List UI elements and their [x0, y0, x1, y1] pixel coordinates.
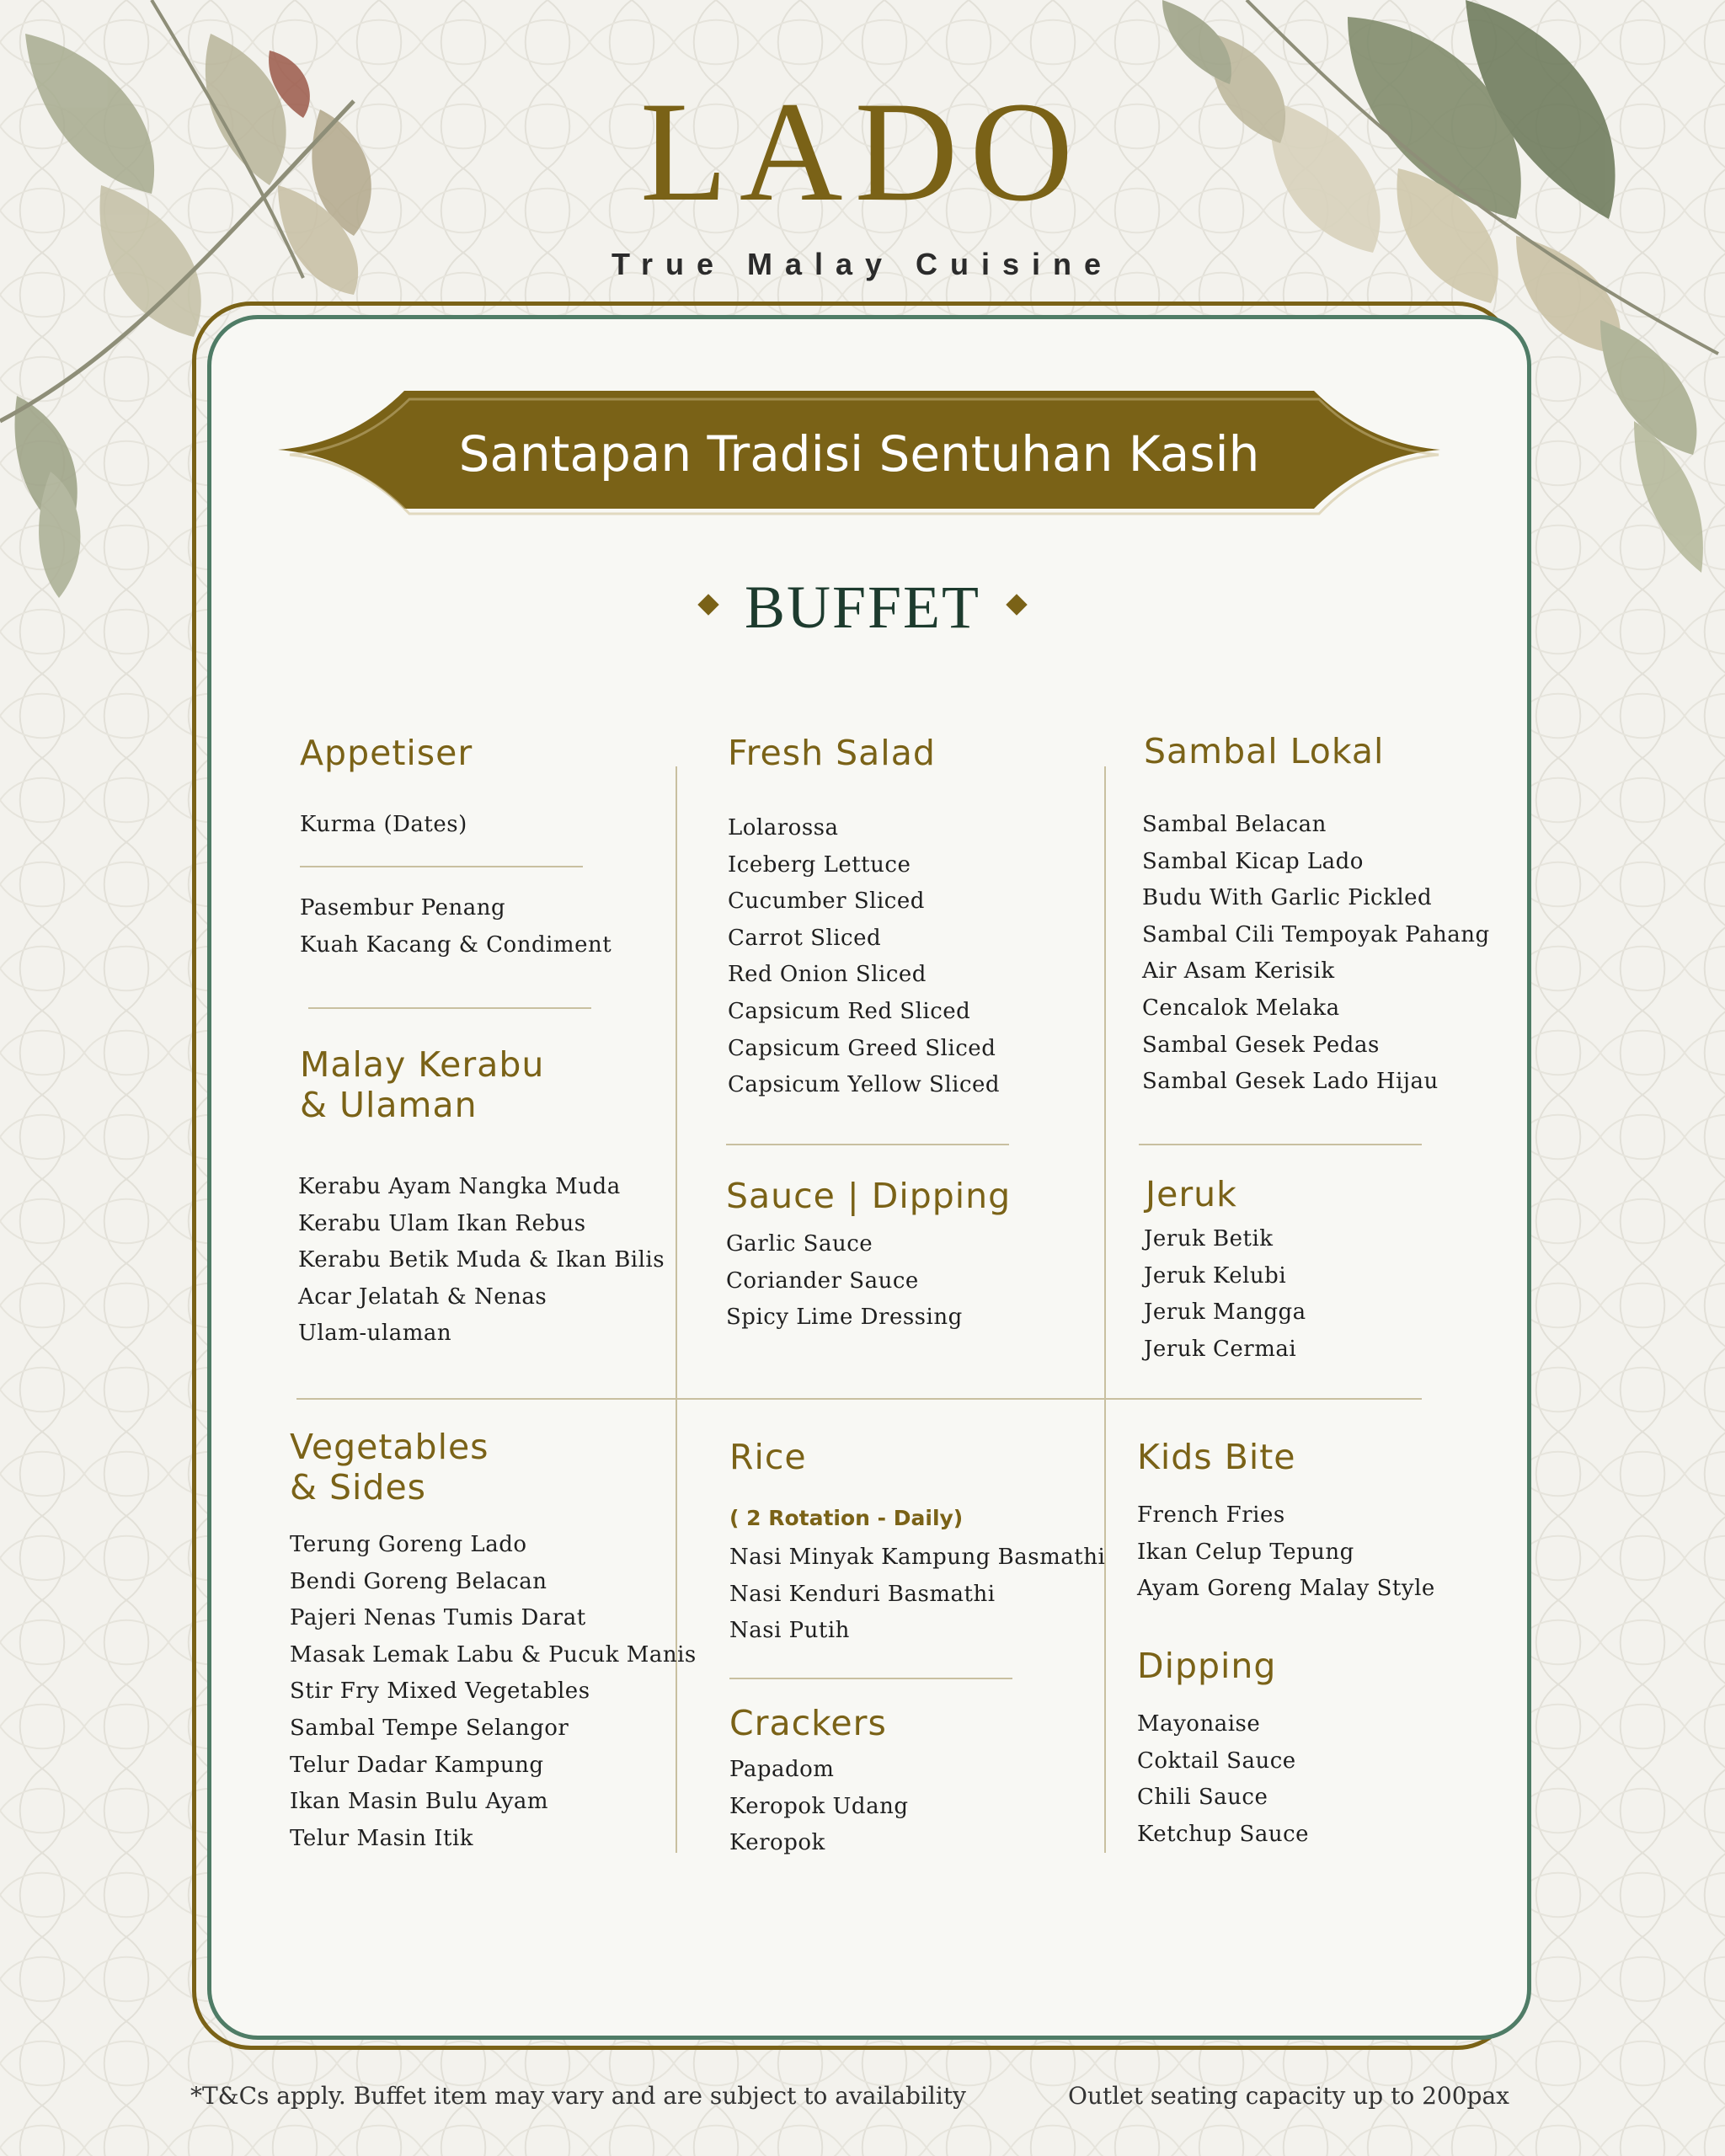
menu-item: Pajeri Nenas Tumis Darat — [290, 1605, 586, 1631]
menu-item: Kuah Kacang & Condiment — [300, 931, 612, 958]
dipping-list — [1137, 1706, 1309, 1853]
vegetables-list — [290, 1527, 697, 1857]
appetiser-list-2 — [300, 890, 611, 963]
menu-item: Capsicum Red Sliced — [728, 998, 971, 1024]
section-title-crackers: Crackers — [729, 1703, 887, 1743]
menu-item: Ulam-ulaman — [298, 1321, 452, 1347]
menu-item: Kerabu Ayam Nangka Muda — [298, 1174, 621, 1199]
column-divider — [1104, 766, 1106, 1853]
menu-item: Ayam Goreng Malay Style — [1137, 1576, 1435, 1602]
footer-capacity: Outlet seating capacity up to 200pax — [1068, 2082, 1509, 2110]
jeruk-list — [1144, 1221, 1306, 1368]
menu-item: Lolarossa — [728, 815, 839, 841]
menu-item: Sambal Gesek Lado Hijau — [1142, 1069, 1439, 1095]
sauce-list — [726, 1226, 963, 1337]
brand-logo — [0, 72, 1725, 282]
menu-item: Carrot Sliced — [728, 925, 882, 951]
section-divider — [729, 1678, 1012, 1679]
section-title-sauce: Sauce | Dipping — [726, 1176, 1012, 1216]
menu-title — [0, 573, 1725, 643]
menu-item: Chili Sauce — [1137, 1785, 1268, 1811]
section-title-dipping: Dipping — [1137, 1646, 1277, 1686]
menu-title-text: BUFFET — [744, 574, 981, 641]
section-title-line: Vegetables — [290, 1427, 489, 1467]
menu-item: Stir Fry Mixed Vegetables — [290, 1678, 590, 1705]
menu-item: Sambal Belacan — [1142, 812, 1327, 837]
section-divider — [726, 1144, 1009, 1145]
rice-rotation-note: ( 2 Rotation - Daily) — [729, 1506, 964, 1530]
menu-item: Cucumber Sliced — [728, 889, 925, 915]
menu-item: Telur Masin Itik — [290, 1825, 474, 1851]
menu-item: Cencalok Melaka — [1142, 995, 1340, 1021]
logo-wordmark: LADO — [639, 72, 1086, 231]
sambal-list — [1142, 807, 1490, 1101]
menu-item: Air Asam Kerisik — [1142, 958, 1335, 985]
banner-title: Santapan Tradisi Sentuhan Kasih — [458, 425, 1260, 483]
menu-item: Sambal Kicap Lado — [1142, 848, 1364, 874]
menu-item: Garlic Sauce — [726, 1231, 873, 1257]
menu-item: Nasi Kenduri Basmathi — [729, 1581, 996, 1607]
menu-item: Terung Goreng Lado — [290, 1532, 527, 1557]
rice-list — [729, 1540, 1105, 1650]
section-title-sambal: Sambal Lokal — [1144, 731, 1385, 771]
menu-item: Bendi Goreng Belacan — [290, 1568, 547, 1594]
crackers-list — [729, 1752, 908, 1862]
menu-item: Iceberg Lettuce — [728, 851, 911, 878]
menu-item: Kerabu Betik Muda & Ikan Bilis — [298, 1247, 665, 1273]
section-divider — [300, 866, 583, 867]
footer-terms: *T&Cs apply. Buffet item may vary and are subject to availability — [190, 2082, 966, 2110]
menu-item: Telur Dadar Kampung — [290, 1752, 544, 1778]
menu-item: Ikan Celup Tepung — [1137, 1539, 1354, 1565]
section-title-line: Malay Kerabu — [300, 1044, 545, 1085]
menu-item: Nasi Putih — [729, 1618, 850, 1644]
menu-item: Masak Lemak Labu & Pucuk Manis — [290, 1641, 697, 1668]
menu-item: Acar Jelatah & Nenas — [298, 1283, 547, 1310]
menu-item: Red Onion Sliced — [728, 962, 927, 988]
menu-item: Keropok Udang — [729, 1793, 909, 1819]
menu-item: Papadom — [729, 1757, 835, 1782]
menu-item: Capsicum Greed Sliced — [728, 1035, 996, 1061]
menu-item: Ketchup Sauce — [1137, 1821, 1310, 1847]
section-title-jeruk: Jeruk — [1146, 1174, 1237, 1214]
appetiser-list-1 — [300, 807, 467, 844]
menu-item: Sambal Gesek Pedas — [1142, 1032, 1380, 1058]
diamond-icon — [1006, 595, 1027, 616]
menu-item: Jeruk Cermai — [1144, 1336, 1297, 1362]
menu-item: Capsicum Yellow Sliced — [728, 1072, 1001, 1098]
section-title-rice: Rice — [729, 1437, 807, 1477]
menu-item: Sambal Cili Tempoyak Pahang — [1142, 921, 1490, 947]
menu-item: Nasi Minyak Kampung Basmathi — [729, 1545, 1106, 1570]
kerabu-list — [298, 1169, 665, 1353]
menu-item: Coriander Sauce — [726, 1267, 919, 1294]
section-title-appetiser: Appetiser — [300, 733, 473, 773]
menu-item: Budu With Garlic Pickled — [1142, 885, 1433, 911]
brand-tagline: True Malay Cuisine — [611, 247, 1114, 281]
diamond-icon — [697, 595, 718, 616]
menu-item: French Fries — [1137, 1502, 1285, 1528]
fresh-salad-list — [728, 810, 1000, 1104]
row-divider — [296, 1398, 1422, 1400]
menu-item: Coktail Sauce — [1137, 1748, 1296, 1774]
menu-item: Keropok — [729, 1830, 825, 1856]
menu-item: Mayonaise — [1137, 1711, 1261, 1737]
section-title-fresh-salad: Fresh Salad — [728, 733, 936, 773]
section-title-line: & Sides — [290, 1467, 427, 1508]
section-title-line: & Ulaman — [300, 1085, 478, 1125]
section-title-kerabu — [300, 1044, 544, 1125]
menu-item: Kerabu Ulam Ikan Rebus — [298, 1210, 586, 1236]
menu-item: Jeruk Kelubi — [1144, 1262, 1287, 1289]
menu-item: Sambal Tempe Selangor — [290, 1715, 569, 1741]
menu-item: Jeruk Mangga — [1144, 1299, 1306, 1326]
menu-item: Ikan Masin Bulu Ayam — [290, 1789, 549, 1815]
menu-item: Pasembur Penang — [300, 895, 506, 921]
section-divider — [1139, 1144, 1422, 1145]
kids-list — [1137, 1497, 1435, 1608]
section-title-vegetables — [290, 1427, 489, 1508]
section-divider — [308, 1007, 591, 1009]
menu-item: Spicy Lime Dressing — [726, 1305, 963, 1331]
menu-item: Kurma (Dates) — [300, 812, 467, 837]
menu-item: Jeruk Betik — [1144, 1226, 1274, 1251]
section-title-kids: Kids Bite — [1137, 1437, 1296, 1477]
